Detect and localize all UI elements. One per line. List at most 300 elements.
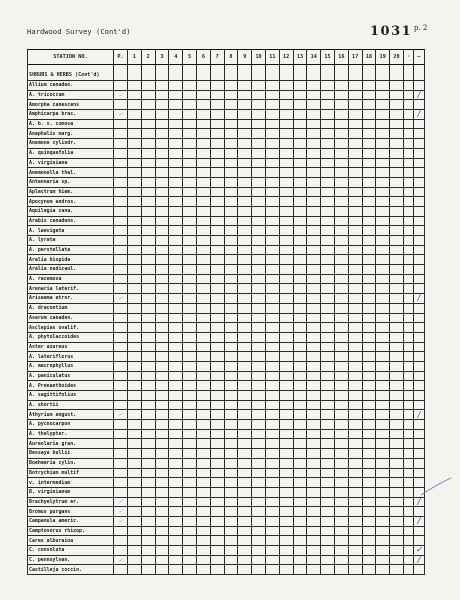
- grid-cell: [155, 487, 169, 497]
- grid-cell: [210, 361, 224, 371]
- grid-cell: [334, 352, 348, 362]
- grid-cell: [183, 516, 197, 526]
- table-row: [28, 332, 425, 342]
- section-heading-row: [28, 65, 425, 81]
- grid-cell: [238, 449, 252, 459]
- grid-cell: [334, 487, 348, 497]
- grid-cell: [390, 555, 404, 565]
- grid-cell: [362, 400, 376, 410]
- grid-cell: [210, 449, 224, 459]
- grid-cell: [279, 400, 293, 410]
- grid-cell: [390, 381, 404, 391]
- grid-cell: [279, 352, 293, 362]
- grid-cell: [183, 139, 197, 149]
- grid-cell: [362, 119, 376, 129]
- grid-cell: [141, 265, 155, 275]
- grid-cell: [293, 110, 307, 120]
- grid-cell: [128, 420, 142, 430]
- grid-cell: [141, 81, 155, 91]
- grid-cell: [183, 177, 197, 187]
- species-name: Antennaria sp.: [28, 177, 114, 187]
- grid-cell: [265, 420, 279, 430]
- grid-cell: [210, 65, 224, 81]
- grid-cell: [403, 139, 413, 149]
- species-name: A. quinquefolia: [28, 148, 114, 158]
- grid-cell: [210, 187, 224, 197]
- grid-cell: [265, 197, 279, 207]
- grid-cell: [321, 332, 335, 342]
- species-name: Arenaria laterif.: [28, 284, 114, 294]
- grid-cell: [224, 81, 238, 91]
- species-name: Carex alburaina: [28, 536, 114, 546]
- grid-cell: [293, 81, 307, 91]
- grid-cell: [128, 487, 142, 497]
- grid-cell: [307, 119, 321, 129]
- grid-cell: [293, 323, 307, 333]
- table-row: [28, 516, 425, 526]
- tally-mark: [413, 391, 424, 401]
- species-name: Camptosorus rhizop.: [28, 526, 114, 536]
- grid-cell: [321, 536, 335, 546]
- grid-cell: [348, 90, 362, 100]
- tally-mark: /: [413, 497, 424, 507]
- grid-cell: [169, 400, 183, 410]
- grid-cell: [293, 216, 307, 226]
- grid-cell: [141, 294, 155, 304]
- grid-cell: [210, 468, 224, 478]
- grid-cell: [196, 187, 210, 197]
- grid-cell: [238, 342, 252, 352]
- grid-cell: [169, 458, 183, 468]
- grid-cell: [169, 148, 183, 158]
- grid-cell: [210, 90, 224, 100]
- station-column-header: 3: [155, 50, 169, 65]
- grid-cell: [128, 516, 142, 526]
- grid-cell: [348, 487, 362, 497]
- grid-cell: [334, 565, 348, 575]
- grid-cell: [155, 187, 169, 197]
- grid-cell: [334, 439, 348, 449]
- species-name: A. tricoccum: [28, 90, 114, 100]
- presence-mark: [114, 303, 128, 313]
- grid-cell: [265, 487, 279, 497]
- grid-cell: [362, 148, 376, 158]
- grid-cell: [265, 303, 279, 313]
- grid-cell: [169, 294, 183, 304]
- grid-cell: [196, 148, 210, 158]
- grid-cell: [210, 555, 224, 565]
- grid-cell: [265, 497, 279, 507]
- table-row: [28, 274, 425, 284]
- grid-cell: [348, 478, 362, 488]
- grid-cell: [252, 177, 266, 187]
- grid-cell: [128, 255, 142, 265]
- grid-cell: [348, 371, 362, 381]
- grid-cell: [334, 284, 348, 294]
- table-row: [28, 265, 425, 275]
- grid-cell: [348, 81, 362, 91]
- grid-cell: [293, 507, 307, 517]
- grid-cell: [307, 487, 321, 497]
- grid-cell: [169, 429, 183, 439]
- presence-mark: [114, 371, 128, 381]
- grid-cell: [169, 449, 183, 459]
- grid-cell: [128, 129, 142, 139]
- species-name: Brachyelytrum er.: [28, 497, 114, 507]
- grid-cell: [390, 216, 404, 226]
- grid-cell: [252, 361, 266, 371]
- grid-cell: [321, 139, 335, 149]
- grid-cell: [224, 381, 238, 391]
- table-row: [28, 294, 425, 304]
- grid-cell: [348, 323, 362, 333]
- grid-cell: [224, 206, 238, 216]
- grid-cell: [238, 303, 252, 313]
- grid-cell: [252, 352, 266, 362]
- grid-cell: [307, 274, 321, 284]
- grid-cell: [279, 516, 293, 526]
- station-column-header: 7: [210, 50, 224, 65]
- table-row: [28, 216, 425, 226]
- grid-cell: [334, 342, 348, 352]
- grid-cell: [141, 429, 155, 439]
- grid-cell: [403, 342, 413, 352]
- grid-cell: [362, 536, 376, 546]
- presence-mark: ✓: [114, 555, 128, 565]
- grid-cell: [265, 187, 279, 197]
- grid-cell: [183, 274, 197, 284]
- grid-cell: [362, 197, 376, 207]
- grid-cell: [348, 245, 362, 255]
- presence-mark: [114, 458, 128, 468]
- grid-cell: [403, 245, 413, 255]
- grid-cell: [155, 110, 169, 120]
- grid-cell: [403, 439, 413, 449]
- table-row: [28, 565, 425, 575]
- table-row: [28, 400, 425, 410]
- grid-cell: [293, 439, 307, 449]
- grid-cell: [321, 206, 335, 216]
- grid-cell: [376, 371, 390, 381]
- grid-cell: [196, 526, 210, 536]
- tally-mark: [413, 381, 424, 391]
- grid-cell: [403, 226, 413, 236]
- grid-cell: [265, 284, 279, 294]
- grid-cell: [224, 536, 238, 546]
- grid-cell: [252, 332, 266, 342]
- grid-cell: [224, 294, 238, 304]
- grid-cell: [348, 468, 362, 478]
- grid-cell: [210, 381, 224, 391]
- grid-cell: [321, 168, 335, 178]
- grid-cell: [196, 468, 210, 478]
- presence-mark: [114, 429, 128, 439]
- grid-cell: [265, 236, 279, 246]
- grid-cell: [362, 478, 376, 488]
- grid-cell: [279, 255, 293, 265]
- grid-cell: [362, 129, 376, 139]
- grid-cell: [183, 158, 197, 168]
- grid-cell: [210, 168, 224, 178]
- grid-cell: [334, 391, 348, 401]
- grid-cell: [403, 313, 413, 323]
- presence-mark: [114, 168, 128, 178]
- grid-cell: [334, 274, 348, 284]
- grid-cell: [362, 497, 376, 507]
- grid-cell: [390, 110, 404, 120]
- grid-cell: [265, 429, 279, 439]
- grid-cell: [321, 187, 335, 197]
- grid-cell: [348, 313, 362, 323]
- grid-cell: [238, 478, 252, 488]
- grid-cell: [210, 197, 224, 207]
- grid-cell: [307, 236, 321, 246]
- grid-cell: [169, 516, 183, 526]
- grid-cell: [196, 507, 210, 517]
- grid-cell: [183, 361, 197, 371]
- grid-cell: [224, 468, 238, 478]
- grid-cell: [321, 449, 335, 459]
- table-row: [28, 526, 425, 536]
- grid-cell: [390, 177, 404, 187]
- grid-cell: [390, 352, 404, 362]
- grid-cell: [128, 90, 142, 100]
- grid-cell: [279, 391, 293, 401]
- grid-cell: [321, 303, 335, 313]
- grid-cell: [307, 284, 321, 294]
- grid-cell: [321, 565, 335, 575]
- table-row: [28, 226, 425, 236]
- grid-cell: [183, 458, 197, 468]
- grid-cell: [252, 516, 266, 526]
- tally-mark: [413, 148, 424, 158]
- grid-cell: [348, 516, 362, 526]
- grid-cell: [293, 449, 307, 459]
- grid-cell: [169, 497, 183, 507]
- grid-cell: [362, 429, 376, 439]
- grid-cell: [252, 478, 266, 488]
- species-name: A. laevigata: [28, 226, 114, 236]
- grid-cell: [362, 139, 376, 149]
- grid-cell: [169, 468, 183, 478]
- grid-cell: [224, 245, 238, 255]
- grid-cell: [196, 429, 210, 439]
- grid-cell: [128, 284, 142, 294]
- grid-cell: [334, 148, 348, 158]
- grid-cell: [265, 265, 279, 275]
- grid-cell: [334, 429, 348, 439]
- grid-cell: [238, 226, 252, 236]
- grid-cell: [238, 497, 252, 507]
- grid-cell: [224, 400, 238, 410]
- grid-cell: [348, 458, 362, 468]
- species-name: A. Prenanthoides: [28, 381, 114, 391]
- tally-mark: [413, 226, 424, 236]
- presence-mark: [114, 449, 128, 459]
- grid-cell: [155, 420, 169, 430]
- grid-cell: [279, 139, 293, 149]
- grid-cell: [321, 342, 335, 352]
- grid-cell: [279, 458, 293, 468]
- grid-cell: [293, 129, 307, 139]
- grid-cell: [238, 245, 252, 255]
- grid-cell: [128, 323, 142, 333]
- grid-cell: [362, 332, 376, 342]
- grid-cell: [128, 526, 142, 536]
- grid-cell: [390, 516, 404, 526]
- grid-cell: [238, 216, 252, 226]
- grid-cell: [279, 110, 293, 120]
- grid-cell: [169, 177, 183, 187]
- species-name: A. lyrata: [28, 236, 114, 246]
- grid-cell: [252, 245, 266, 255]
- grid-cell: [321, 129, 335, 139]
- grid-cell: [376, 158, 390, 168]
- grid-cell: [348, 139, 362, 149]
- presence-mark: [114, 216, 128, 226]
- grid-cell: [155, 313, 169, 323]
- grid-cell: [321, 236, 335, 246]
- grid-cell: [293, 487, 307, 497]
- grid-cell: [238, 139, 252, 149]
- grid-cell: [169, 245, 183, 255]
- grid-cell: [307, 332, 321, 342]
- table-row: [28, 303, 425, 313]
- station-column-header: 11: [265, 50, 279, 65]
- grid-cell: [210, 226, 224, 236]
- grid-cell: [252, 420, 266, 430]
- grid-cell: [141, 536, 155, 546]
- grid-cell: [390, 197, 404, 207]
- grid-cell: [334, 168, 348, 178]
- grid-cell: [307, 294, 321, 304]
- species-name: Allium canaden.: [28, 81, 114, 91]
- station-column-header: 2: [141, 50, 155, 65]
- grid-cell: [307, 81, 321, 91]
- table-row: [28, 497, 425, 507]
- grid-cell: [279, 468, 293, 478]
- grid-cell: [238, 516, 252, 526]
- grid-cell: [141, 206, 155, 216]
- grid-cell: [141, 303, 155, 313]
- grid-cell: [224, 65, 238, 81]
- presence-mark: [114, 391, 128, 401]
- grid-cell: [155, 536, 169, 546]
- grid-cell: [321, 391, 335, 401]
- grid-cell: [155, 323, 169, 333]
- grid-cell: [279, 129, 293, 139]
- grid-cell: [141, 400, 155, 410]
- grid-cell: [141, 110, 155, 120]
- tally-mark: /: [413, 294, 424, 304]
- grid-cell: [321, 497, 335, 507]
- grid-cell: [376, 381, 390, 391]
- grid-cell: [362, 216, 376, 226]
- grid-cell: [224, 332, 238, 342]
- grid-cell: [362, 65, 376, 81]
- grid-cell: [321, 410, 335, 420]
- grid-cell: [141, 255, 155, 265]
- grid-cell: [334, 555, 348, 565]
- grid-cell: [348, 342, 362, 352]
- grid-cell: [252, 565, 266, 575]
- grid-cell: [403, 129, 413, 139]
- grid-cell: [265, 139, 279, 149]
- grid-cell: [334, 245, 348, 255]
- grid-cell: [265, 294, 279, 304]
- grid-cell: [128, 555, 142, 565]
- grid-cell: [128, 168, 142, 178]
- grid-cell: [155, 449, 169, 459]
- grid-cell: [348, 429, 362, 439]
- tally-mark: [413, 371, 424, 381]
- grid-cell: [321, 65, 335, 81]
- grid-cell: [321, 478, 335, 488]
- grid-cell: [224, 90, 238, 100]
- grid-cell: [307, 516, 321, 526]
- grid-cell: [321, 197, 335, 207]
- grid-cell: [403, 555, 413, 565]
- grid-cell: [307, 226, 321, 236]
- species-name: A. b. v. comosa: [28, 119, 114, 129]
- grid-cell: [348, 177, 362, 187]
- grid-cell: [210, 216, 224, 226]
- grid-cell: [169, 352, 183, 362]
- grid-cell: [348, 303, 362, 313]
- tally-mark: [413, 323, 424, 333]
- grid-cell: [348, 216, 362, 226]
- station-column-header: 20: [390, 50, 404, 65]
- grid-cell: [348, 439, 362, 449]
- grid-cell: [307, 100, 321, 110]
- grid-cell: [141, 129, 155, 139]
- grid-cell: [141, 468, 155, 478]
- grid-cell: [334, 526, 348, 536]
- grid-cell: [224, 168, 238, 178]
- grid-cell: [279, 546, 293, 556]
- grid-cell: [403, 323, 413, 333]
- grid-cell: [183, 90, 197, 100]
- grid-cell: [155, 400, 169, 410]
- grid-cell: [403, 206, 413, 216]
- grid-cell: [155, 478, 169, 488]
- grid-cell: [155, 352, 169, 362]
- presence-mark: ✓: [114, 90, 128, 100]
- grid-cell: [279, 487, 293, 497]
- tally-mark: [413, 236, 424, 246]
- grid-cell: [403, 410, 413, 420]
- grid-cell: [224, 458, 238, 468]
- table-row: [28, 391, 425, 401]
- grid-cell: [362, 342, 376, 352]
- grid-cell: [238, 100, 252, 110]
- species-name: A. pycnocarpon: [28, 420, 114, 430]
- grid-cell: [279, 449, 293, 459]
- grid-cell: [210, 352, 224, 362]
- grid-cell: [224, 371, 238, 381]
- grid-cell: [224, 148, 238, 158]
- grid-cell: [252, 168, 266, 178]
- grid-cell: [334, 313, 348, 323]
- grid-cell: [293, 391, 307, 401]
- grid-cell: [390, 236, 404, 246]
- grid-cell: [169, 110, 183, 120]
- grid-cell: [196, 177, 210, 187]
- grid-cell: [390, 323, 404, 333]
- presence-mark: [114, 158, 128, 168]
- grid-cell: [376, 206, 390, 216]
- grid-cell: [128, 65, 142, 81]
